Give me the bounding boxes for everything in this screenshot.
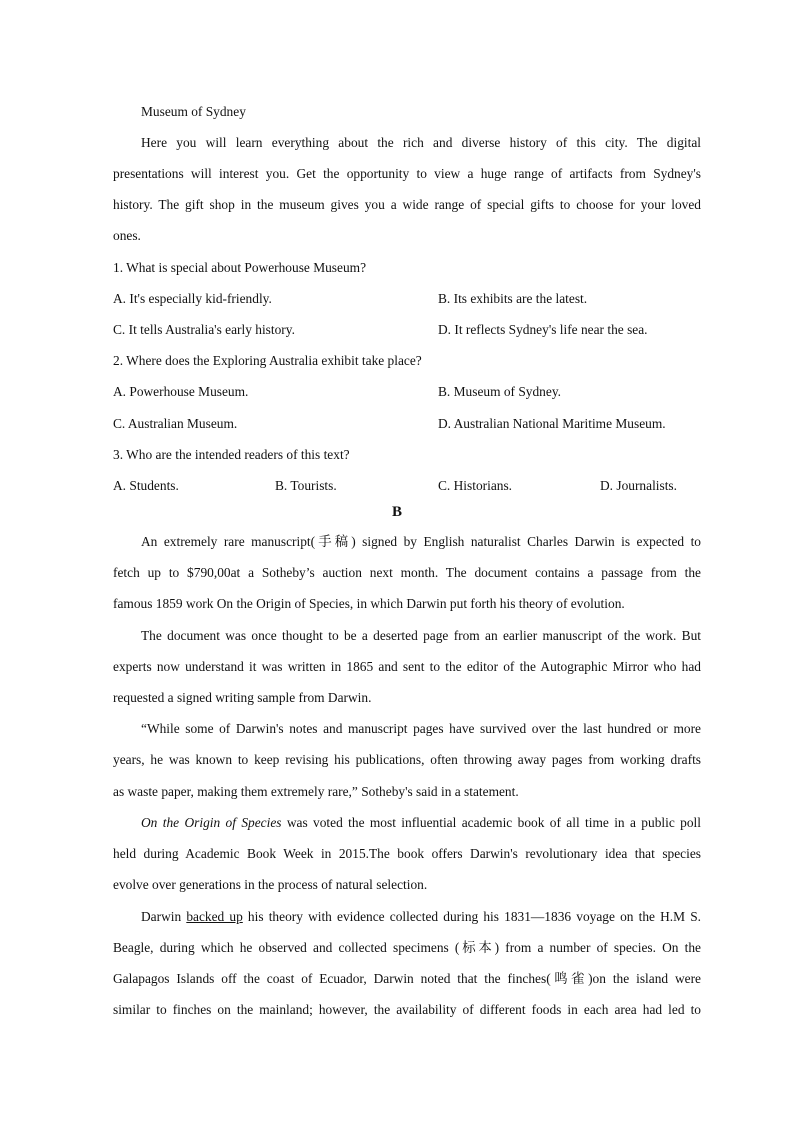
underlined-phrase: backed up [186, 909, 243, 924]
section-heading: B [391, 504, 402, 520]
paragraph-line: fetch up to $790,00at a Sotheby’s auction next month. The document contains a passage from the [113, 565, 701, 580]
answer-option: C. Australian Museum. [113, 416, 238, 431]
answer-option: B. Tourists. [275, 478, 337, 493]
paragraph-line: similar to finches on the mainland; however, the availability of different foods in each area had led to [113, 1002, 701, 1017]
answer-option: D. Journalists. [600, 478, 677, 493]
paragraph-line: ones. [113, 228, 141, 243]
question-stem: 2. Where does the Exploring Australia exhibit take place? [113, 353, 422, 368]
paragraph-line: Darwin backed up his theory with evidence collected during his 1831—1836 voyage on the H.M S. [141, 909, 701, 924]
paragraph-line: experts now understand it was written in 1865 and sent to the editor of the Autographic Mirror who had [113, 659, 701, 674]
paragraph-line: requested a signed writing sample from Darwin. [113, 690, 372, 705]
paragraph-line: “While some of Darwin's notes and manuscript pages have survived over the last hundred or more [141, 721, 701, 736]
book-title-italic: On the Origin of Species [141, 815, 282, 830]
answer-option: A. Students. [113, 478, 179, 493]
paragraph-line: history. The gift shop in the museum gives you a wide range of special gifts to choose for your loved [113, 197, 701, 212]
paragraph-line: as waste paper, making them extremely rare,” Sotheby's said in a statement. [113, 784, 519, 799]
paragraph-line: held during Academic Book Week in 2015.The book offers Darwin's revolutionary idea that species [113, 846, 701, 861]
paragraph-line: Galapagos Islands off the coast of Ecuador, Darwin noted that the finches(鸣雀)on the island were [113, 971, 701, 986]
paragraph-line: The document was once thought to be a deserted page from an earlier manuscript of the work. But [141, 628, 701, 643]
paragraph-line: An extremely rare manuscript(手稿) signed by English naturalist Charles Darwin is expected to [141, 534, 701, 549]
answer-option: D. Australian National Maritime Museum. [438, 416, 666, 431]
answer-option: C. It tells Australia's early history. [113, 322, 295, 337]
answer-option: B. Museum of Sydney. [438, 384, 561, 399]
answer-option: A. Powerhouse Museum. [113, 384, 249, 399]
question-stem: 1. What is special about Powerhouse Museum? [113, 260, 367, 275]
paragraph-line: Here you will learn everything about the rich and diverse history of this city. The digital [141, 135, 701, 150]
answer-option: B. Its exhibits are the latest. [438, 291, 588, 306]
paragraph-line: presentations will interest you. Get the opportunity to view a huge range of artifacts from Sydney's [113, 166, 701, 181]
section-title: Museum of Sydney [141, 104, 246, 119]
paragraph-line: evolve over generations in the process of natural selection. [113, 877, 428, 892]
paragraph-line: Beagle, during which he observed and collected specimens (标本) from a number of species. On the [113, 940, 701, 955]
answer-option: C. Historians. [438, 478, 513, 493]
paragraph-line: years, he was known to keep revising his publications, often throwing away pages from working drafts [113, 752, 701, 767]
answer-option: A. It's especially kid-friendly. [113, 291, 272, 306]
answer-option: D. It reflects Sydney's life near the sea. [438, 322, 648, 337]
question-stem: 3. Who are the intended readers of this text? [113, 447, 350, 462]
paragraph-line: On the Origin of Species was voted the most influential academic book of all time in a public poll [141, 815, 701, 830]
paragraph-line: famous 1859 work On the Origin of Species, in which Darwin put forth his theory of evolution. [113, 596, 625, 611]
